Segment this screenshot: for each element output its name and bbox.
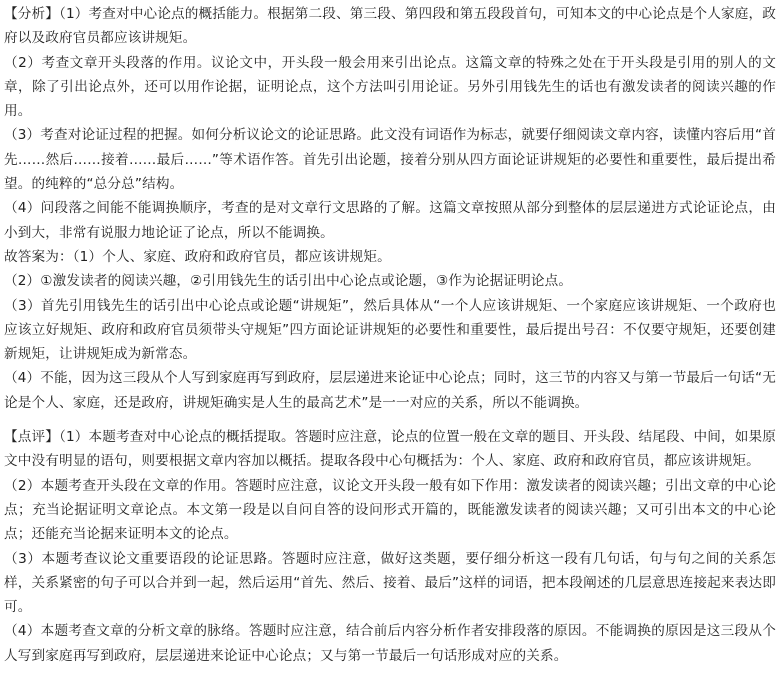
review-paragraph-2: （2）本题考查开头段在文章的作用。答题时应注意，议论文开头段一般有如下作用：激发读者的阅读兴趣；引出文章的中心论点；充当论据证明文章论点。本文第一段是以自问自答的设问形式开篇的，既能激发读者的阅读兴趣；又可引出本文的中心论点；还能充当论据来证明本文的论点。 bbox=[4, 477, 776, 543]
analysis-paragraph-4: （4）问段落之间能不能调换顺序，考查的是对文章行文思路的了解。这篇文章按照从部分到整体的层层递进方式论证论点，由小到大，非常有说服力地论证了论点，所以不能调换。 bbox=[4, 200, 776, 241]
review-paragraph-4: （4）本题考查文章的分析文章的脉络。答题时应注意，结合前后内容分析作者安排段落的原因。不能调换的原因是这三段从个人写到家庭再写到政府，层层递进来论证中心论点；又与第一节最后一句话形成对应的关系。 bbox=[4, 623, 776, 664]
analysis-paragraph-3: （3）考查对论证过程的把握。如何分析议论文的论证思路。此文没有词语作为标志，就要仔细阅读文章内容，读懂内容后用“首先……然后……接着……最后……”等术语作答。首先引出论题，接着分别从四方面论证讲规矩的必要性和重要性，最后提出希望。的纯粹的“总分总”结构。 bbox=[4, 127, 776, 193]
review-paragraph-1: 【点评】（1）本题考查对中心论点的概括提取。答题时应注意，论点的位置一般在文章的题目、开头段、结尾段、中间，如果原文中没有明显的语句，则要根据文章内容加以概括。提取各段中心句概括为：个人、家庭、政府和政府官员，都应该讲规矩。 bbox=[4, 429, 776, 470]
section-spacer bbox=[4, 415, 776, 425]
answer-paragraph-2: （2）①激发读者的阅读兴趣，②引用钱先生的话引出中心论点或论题，③作为论据证明论点。 bbox=[4, 273, 573, 290]
analysis-paragraph-2: （2）考查文章开头段落的作用。议论文中，开头段一般会用来引出论点。这篇文章的特殊之处在于开头段是引用的别人的文章，除了引出论点外，还可以用作论据，证明论点，这个方法叫引用论证。另外引用钱先生的话也有激发读者的阅读兴趣的作用。 bbox=[4, 54, 776, 120]
answer-paragraph-3: （3）首先引用钱先生的话引出中心论点或论题“讲规矩”，然后具体从“一个人应该讲规矩、一个家庭应该讲规矩、一个政府也应该立好规矩、政府和政府官员须带头守规矩”四方面论证讲规矩的必要性和重要性，最后提出号召：不仅要守规矩，还要创建新规矩，让讲规矩成为新常态。 bbox=[4, 297, 776, 363]
answer-paragraph-4: （4）不能，因为这三段从个人写到家庭再写到政府，层层递进来论证中心论点；同时，这三节的内容又与第一节最后一句话“无论是个人、家庭，还是政府，讲规矩确实是人生的最高艺术”是一一对应的关系，所以不能调换。 bbox=[4, 370, 776, 411]
analysis-section bbox=[4, 2, 776, 415]
review-paragraph-3: （3）本题考查议论文重要语段的论证思路。答题时应注意，做好这类题，要仔细分析这一段有几句话，句与句之间的关系怎样，关系紧密的句子可以合并到一起，然后运用“首先、然后、接着、最后”这样的词语，把本段阐述的几层意思连接起来表达即可。 bbox=[4, 550, 776, 616]
review-section bbox=[4, 425, 776, 668]
answer-paragraph-1: 故答案为：（1）个人、家庭、政府和政府官员，都应该讲规矩。 bbox=[4, 248, 391, 265]
analysis-paragraph-1: 【分析】（1）考查对中心论点的概括能力。根据第二段、第三段、第四段和第五段段首句，可知本文的中心论点是个人家庭，政府以及政府官员都应该讲规矩。 bbox=[4, 6, 776, 47]
